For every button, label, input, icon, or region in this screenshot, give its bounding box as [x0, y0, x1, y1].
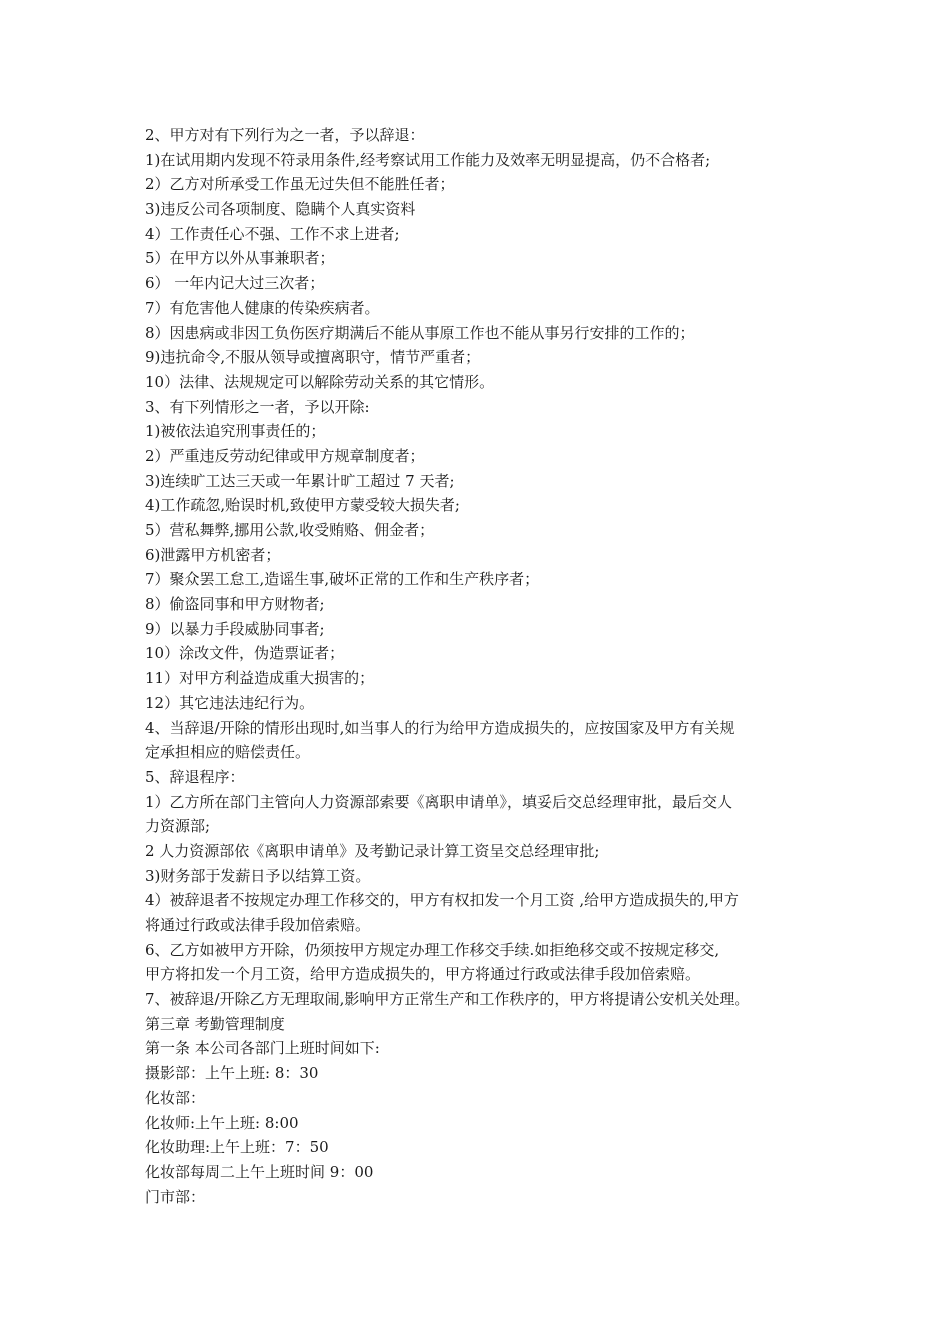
- text-line: 8）偷盗同事和甲方财物者;: [145, 595, 325, 614]
- text-line: 2）乙方对所承受工作虽无过失但不能胜任者；: [145, 175, 455, 194]
- text-line: 9）以暴力手段威胁同事者;: [145, 619, 325, 638]
- text-line: 1)被依法追究刑事责任的；: [145, 422, 326, 441]
- text-line: 5、辞退程序：: [145, 767, 245, 786]
- text-line: 11）对甲方利益造成重大损害的；: [145, 669, 375, 688]
- text-line: 第三章 考勤管理制度: [145, 1014, 285, 1033]
- text-line: 6、乙方如被甲方开除，仍须按甲方规定办理工作移交手续.如拒绝移交或不按规定移交,: [145, 940, 720, 959]
- text-line: 7）聚众罢工怠工,造谣生事,破坏正常的工作和生产秩序者；: [145, 570, 540, 589]
- text-line: 门市部：: [145, 1187, 206, 1206]
- text-line: 将通过行政或法律手段加倍索赔。: [145, 916, 371, 934]
- text-line: 力资源部;: [145, 817, 211, 836]
- text-line: 8）因患病或非因工负伤医疗期满后不能从事原工作也不能从事另行安排的工作的；: [145, 323, 695, 342]
- text-line: 3)财务部于发薪日予以结算工资。: [145, 866, 371, 885]
- text-line: 定承担相应的赔偿责任。: [145, 743, 311, 762]
- text-line: 摄影部：上午上班: 8：30: [145, 1064, 319, 1083]
- text-line: 7、被辞退/开除乙方无理取闹,影响甲方正常生产和工作秩序的，甲方将提请公安机关处理。: [145, 990, 750, 1009]
- text-line: 6） 一年内记大过三次者；: [145, 274, 325, 293]
- text-line: 第一条 本公司各部门上班时间如下:: [145, 1039, 380, 1058]
- text-line: 1）乙方所在部门主管向人力资源部索要《离职申请单》，填妥后交总经理审批，最后交人: [145, 792, 733, 811]
- text-line: 2）严重违反劳动纪律或甲方规章制度者；: [145, 446, 425, 465]
- text-line: 4、当辞退/开除的情形出现时,如当事人的行为给甲方造成损失的，应按国家及甲方有关规: [145, 718, 735, 737]
- text-line: 12）其它违法违纪行为。: [145, 693, 315, 712]
- text-line: 4)工作疏忽,贻误时机,致使甲方蒙受较大损失者;: [145, 496, 460, 515]
- text-line: 化妆助理:上午上班：7：50: [145, 1138, 329, 1157]
- document-page: [145, 123, 813, 1209]
- text-line: 2 人力资源部依《离职申请单》及考勤记录计算工资呈交总经理审批;: [145, 841, 600, 860]
- text-line: 2、甲方对有下列行为之一者，予以辞退：: [145, 126, 425, 144]
- text-line: 3、有下列情形之一者，予以开除:: [145, 397, 370, 416]
- text-line: 5）营私舞弊,挪用公款,收受贿赂、佣金者；: [145, 521, 435, 539]
- text-line: 甲方将扣发一个月工资，给甲方造成损失的，甲方将通过行政或法律手段加倍索赔。: [145, 965, 701, 984]
- text-line: 10）法律、法规规定可以解除劳动关系的其它情形。: [145, 372, 495, 391]
- text-line: 9)违抗命令,不服从领导或擅离职守，情节严重者；: [145, 348, 481, 367]
- text-line: 3)连续旷工达三天或一年累计旷工超过 7 天者;: [145, 471, 455, 490]
- text-line: 4）被辞退者不按规定办理工作移交的，甲方有权扣发一个月工资 ,给甲方造成损失的,甲方: [145, 891, 739, 910]
- text-line: 3)违反公司各项制度、隐瞒个人真实资料: [145, 200, 416, 219]
- text-line: 4）工作责任心不强、工作不求上进者;: [145, 224, 400, 243]
- text-line: 化妆部每周二上午上班时间 9：00: [145, 1162, 374, 1181]
- text-line: 6)泄露甲方机密者；: [145, 545, 281, 564]
- text-line: 5）在甲方以外从事兼职者；: [145, 249, 335, 268]
- text-line: 1)在试用期内发现不符录用条件,经考察试用工作能力及效率无明显提高，仍不合格者;: [145, 150, 711, 169]
- text-line: 7）有危害他人健康的传染疾病者。: [145, 298, 380, 317]
- text-line: 化妆师:上午上班: 8:00: [145, 1113, 299, 1132]
- text-line: 10）涂改文件，伪造票证者；: [145, 644, 345, 663]
- text-line: 化妆部：: [145, 1088, 206, 1107]
